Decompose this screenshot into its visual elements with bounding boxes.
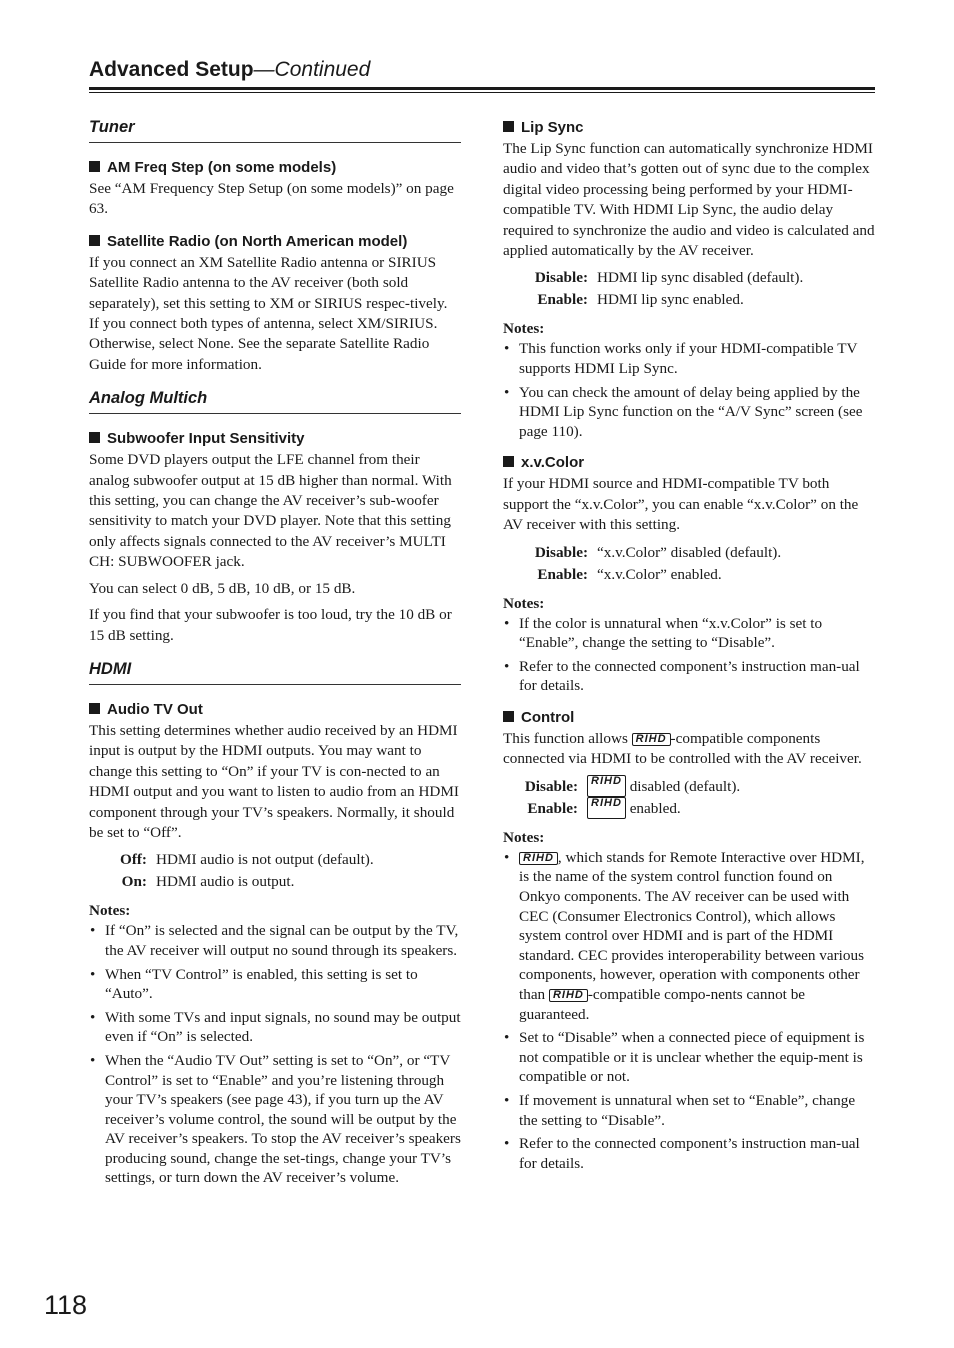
notes-list-audio-tv-out (89, 921, 461, 1188)
subheading-text: Audio TV Out (107, 700, 203, 718)
option-value: HDMI audio is output. (156, 873, 295, 891)
option-key: Disable: (534, 269, 588, 287)
option-key: Off: (120, 851, 147, 869)
option-key: On: (121, 873, 147, 891)
option-value: “x.v.Color” disabled (default). (597, 543, 782, 561)
list-item: • If movement is unnatural when set to “Enable”, change the setting to “Disable”. (503, 1091, 875, 1130)
subheading-audio-tv-out (89, 700, 461, 719)
square-bullet-icon (89, 703, 100, 714)
paragraph-xv-color: If your HDMI source and HDMI-compatible TV both support the “x.v.Color”, you can enable “x.v.Color” on the AV receiver with this setting. (503, 475, 859, 534)
section-title-tuner: Tuner (89, 118, 461, 143)
list-item: • When “TV Control” is enabled, this setting is set to “Auto”. (89, 965, 461, 1004)
header-rule (89, 87, 875, 90)
square-bullet-icon (89, 161, 100, 172)
header-title (89, 56, 875, 84)
subheading-subwoofer-input-sensitivity (89, 429, 461, 448)
square-bullet-icon (503, 711, 514, 722)
option-key: Disable: (534, 543, 588, 561)
text-fragment: , which stands for Remote Interactive over HDMI, is the name of the system control function found on Onkyo components. The AV receiver can be used with CEC (Consumer Electronics Control), which allows system control over HDMI and is part of the HDMI standard. CEC provides interoperability between various components, however, operation with components other than (519, 848, 865, 1003)
list-item: • When the “Audio TV Out” setting is set to “On”, or “TV Control” is set to “Enable” and you’re listening through your TV’s speakers (see page 43), if you turn up the AV receiver’s volume control, the sound will be output by the AV receiver’s speakers. To stop the AV receiver’s speakers producing sound, change the set-tings, change your TV’s settings, or turn down the AV receiver’s volume. (89, 1051, 461, 1188)
options-audio-tv-out (89, 849, 461, 893)
notes-title: Notes: (503, 828, 545, 846)
subheading-text: Subwoofer Input Sensitivity (107, 430, 305, 448)
notes-list-lip-sync (503, 339, 875, 441)
paragraph-audio-tv-out: This setting determines whether audio received by an HDMI input is output by the HDMI outputs. You may want to change this setting to “On” if your TV is con-nected to an HDMI output and you want to listen to audio from an HDMI component through your TV’s speakers. Normally, it should be set to “Off”. (89, 721, 459, 841)
section-title-hdmi: HDMI (89, 660, 461, 685)
subheading-lip-sync (503, 118, 875, 137)
list-item: • Refer to the connected component’s instruction man-ual for details. (503, 657, 875, 696)
notes-title: Notes: (89, 902, 131, 920)
option-value: HDMI lip sync disabled (default). (597, 269, 804, 287)
subheading-control (503, 708, 875, 727)
options-lip-sync (503, 267, 875, 311)
list-item: • With some TVs and input signals, no sound may be output even if “On” is selected. (89, 1008, 461, 1047)
paragraph-satellite-radio: If you connect an XM Satellite Radio antenna or SIRIUS Satellite Radio antenna to the AV receiver (both sold separately), set this setting to XM or SIRIUS respec-tively. If you connect both types of antenna, select XM/SIRIUS. Otherwise, select None. See the separate Satellite Radio Guide for more information. (89, 253, 448, 373)
header-rule-thin (89, 92, 875, 93)
subheading-text: Satellite Radio (on North American model) (107, 232, 408, 250)
text-fragment: -compatible compo-nents cannot be guaranteed. (519, 985, 806, 1023)
options-control (503, 776, 875, 820)
list-item: • You can check the amount of delay being applied by the HDMI Lip Sync function on the “A/V Sync” screen (see page 110). (503, 383, 875, 442)
notes-list-control (503, 848, 875, 1174)
list-item: • If “On” is selected and the signal can be output by the TV, the AV receiver will output no sound through its speakers. (89, 921, 461, 960)
header-title-main: Advanced Setup (89, 58, 254, 81)
subheading-text: Control (521, 709, 575, 726)
rihd-logo-icon: RIHD (549, 989, 588, 1002)
paragraph-am-freq-step: See “AM Frequency Step Setup (on some models)” on page 63. (89, 180, 454, 218)
rihd-logo-icon: RIHD (587, 775, 626, 797)
option-row-disable (503, 542, 875, 564)
paragraph-subwoofer-2: You can select 0 dB, 5 dB, 10 dB, or 15 dB. (89, 579, 356, 597)
option-value: “x.v.Color” enabled. (597, 565, 722, 583)
option-row-enable (503, 798, 875, 820)
list-item: • Set to “Disable” when a connected piece of equipment is not compatible or it is unclear whether the equip-ment is compatible or not. (503, 1028, 875, 1087)
option-key: Disable: (524, 777, 578, 795)
option-value: HDMI lip sync enabled. (597, 291, 744, 309)
section-title-analog-multich: Analog Multich (89, 389, 461, 414)
option-row-off (89, 849, 461, 871)
option-row-enable (503, 564, 875, 586)
subheading-satellite-radio (89, 232, 461, 251)
subheading-text: AM Freq Step (on some models) (107, 159, 337, 176)
text-fragment: This function allows (503, 730, 628, 747)
option-row-on (89, 871, 461, 893)
text-fragment: -compatible components connected via HDMI to be controlled with the AV receiver. (503, 730, 862, 768)
option-key: Enable: (537, 565, 588, 583)
rihd-logo-icon: RIHD (587, 797, 626, 819)
option-value: disabled (default). (629, 777, 741, 795)
paragraph-lip-sync: The Lip Sync function can automatically synchronize HDMI audio and video that’s gotten out of sync due to the complex digital video processing being performed by your HDMI-compatible TV. With HDMI Lip Sync, the audio delay required to synchronize the audio and video is calculated and applied automatically by the AV receiver. (503, 140, 875, 260)
left-column (89, 118, 461, 1196)
subheading-xv-color (503, 453, 875, 472)
subheading-text: x.v.Color (521, 454, 585, 472)
option-value: enabled. (629, 799, 681, 817)
option-value: HDMI audio is not output (default). (156, 851, 374, 869)
option-key: Enable: (527, 799, 578, 817)
square-bullet-icon (89, 432, 100, 443)
header-title-continued: —Continued (253, 58, 371, 81)
list-item (503, 848, 875, 1024)
page-header (89, 56, 875, 93)
square-bullet-icon (503, 456, 514, 467)
subheading-am-freq-step (89, 158, 461, 177)
list-item: • This function works only if your HDMI-compatible TV supports HDMI Lip Sync. (503, 339, 875, 378)
list-item: • Refer to the connected component’s instruction man-ual for details. (503, 1134, 875, 1173)
option-row-disable (503, 776, 875, 798)
option-row-enable (503, 289, 875, 311)
rihd-logo-icon: RIHD (632, 733, 671, 746)
option-row-disable (503, 267, 875, 289)
subheading-text: Lip Sync (521, 119, 584, 136)
notes-list-xv-color (503, 614, 875, 696)
options-xv-color (503, 542, 875, 586)
square-bullet-icon (89, 235, 100, 246)
paragraph-subwoofer-3: If you find that your subwoofer is too loud, try the 10 dB or 15 dB setting. (89, 606, 452, 644)
right-column (503, 118, 875, 1181)
page-number: 118 (44, 1290, 88, 1320)
paragraph-control (503, 729, 875, 770)
list-item: • If the color is unnatural when “x.v.Color” is set to “Enable”, change the setting to “Disable”. (503, 614, 875, 653)
paragraph-subwoofer-1: Some DVD players output the LFE channel from their analog subwoofer output at 15 dB higher than normal. With this setting, you can change the AV receiver’s sub-woofer sensitivity to match your DVD player. Note that this setting only affects signals connected to the AV receiver’s MULTI CH: SUBWOOFER jack. (89, 451, 452, 571)
square-bullet-icon (503, 121, 514, 132)
notes-title: Notes: (503, 594, 545, 612)
notes-title: Notes: (503, 320, 545, 338)
rihd-logo-icon: RIHD (519, 852, 558, 865)
option-key: Enable: (537, 291, 588, 309)
